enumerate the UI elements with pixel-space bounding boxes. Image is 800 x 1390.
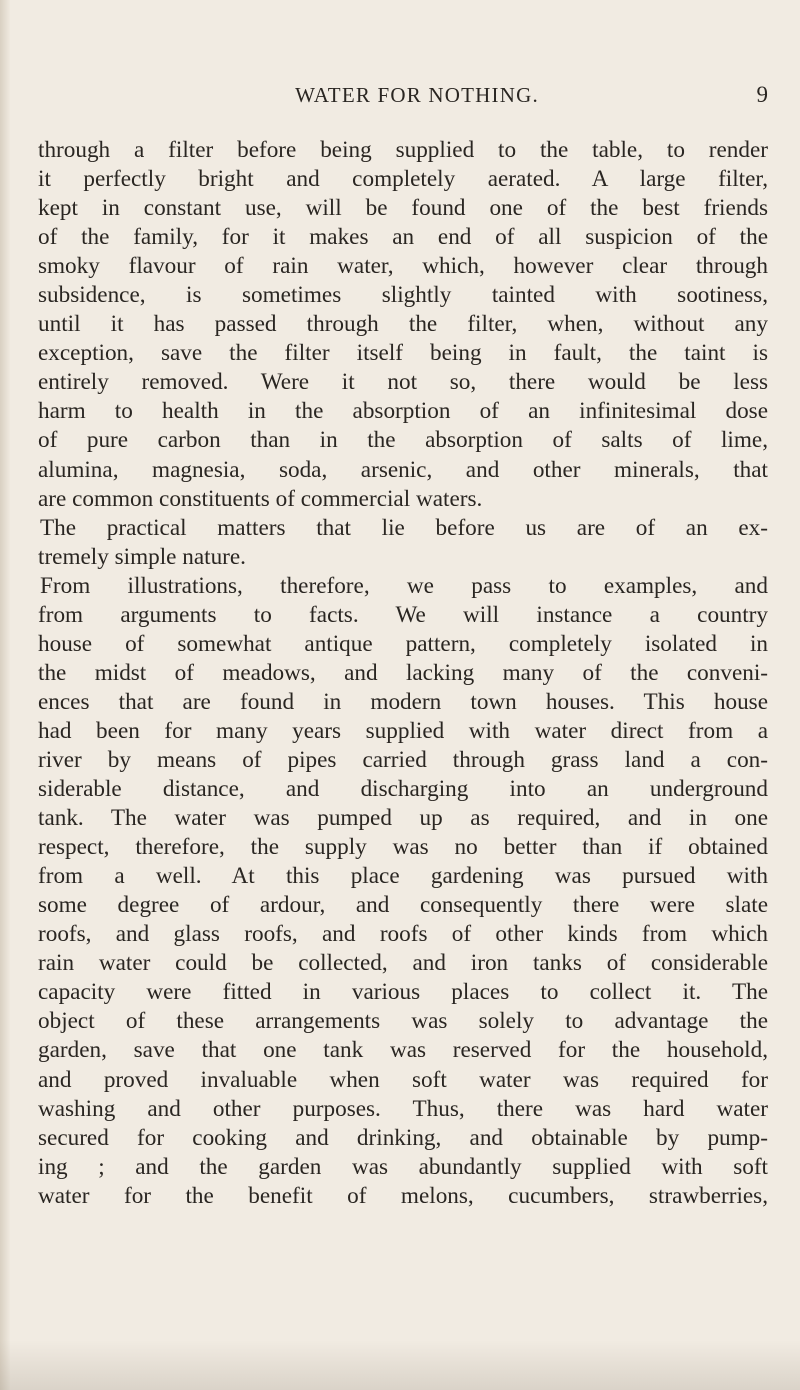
text-line: tank. The water was pumped up as required, and in one — [38, 805, 768, 832]
text-line: of pure carbon than in the absorption of salts of lime, — [38, 427, 768, 454]
page-header — [60, 83, 774, 113]
text-line: through a filter before being supplied to the table, to render — [38, 137, 768, 163]
text-line: respect, therefore, the supply was no better than if obtained — [38, 834, 768, 861]
text-line: river by means of pipes carried through grass land a con- — [38, 746, 768, 773]
text-line: From illustrations, therefore, we pass to examples, and — [40, 572, 768, 599]
text-line: washing and other purposes. Thus, there was hard water — [38, 1095, 768, 1122]
text-line: siderable distance, and discharging into an underground — [38, 776, 768, 803]
page-number: 9 — [756, 82, 768, 107]
text-line: and proved invaluable when soft water was required for — [38, 1066, 768, 1093]
text-line: water for the benefit of melons, cucumbers, strawberries, — [38, 1182, 768, 1209]
text-line: alumina, magnesia, soda, arsenic, and other minerals, that — [38, 456, 768, 483]
text-line: of the family, for it makes an end of all suspicion of the — [38, 224, 768, 251]
text-line: house of somewhat antique pattern, completely isolated in — [38, 630, 768, 657]
page-bottom-shadow — [0, 1340, 800, 1390]
text-line: roofs, and glass roofs, and roofs of other kinds from which — [38, 921, 768, 948]
text-line: kept in constant use, will be found one of the best friends — [38, 195, 768, 222]
text-line: smoky flavour of rain water, which, however clear through — [38, 253, 768, 280]
text-line: secured for cooking and drinking, and obtainable by pump- — [38, 1124, 768, 1151]
text-line: until it has passed through the filter, when, without any — [38, 311, 768, 338]
text-line: subsidence, is sometimes slightly tainted with sootiness, — [38, 282, 768, 309]
text-line: some degree of ardour, and consequently there were slate — [38, 892, 768, 919]
text-line: harm to health in the absorption of an infinitesimal dose — [38, 398, 768, 425]
text-line: ences that are found in modern town houses. This house — [38, 688, 768, 715]
text-line: exception, save the filter itself being in fault, the taint is — [38, 340, 768, 367]
text-line: entirely removed. Were it not so, there would be less — [38, 369, 768, 396]
text-line: The practical matters that lie before us are of an ex- — [40, 514, 768, 541]
text-line: ing ; and the garden was abundantly supplied with soft — [38, 1153, 768, 1180]
text-line: garden, save that one tank was reserved for the household, — [38, 1037, 768, 1064]
text-line: object of these arrangements was solely to advantage the — [38, 1008, 768, 1035]
text-line: rain water could be collected, and iron tanks of considerable — [38, 950, 768, 977]
text-line: the midst of meadows, and lacking many of the conveni- — [38, 659, 768, 686]
text-line: capacity were fitted in various places to collect it. The — [38, 979, 768, 1006]
text-line: tremely simple nature. — [38, 543, 246, 570]
running-head: WATER FOR NOTHING. — [295, 83, 539, 107]
text-line: it perfectly bright and completely aerated. A large filter, — [38, 166, 768, 193]
text-line: had been for many years supplied with water direct from a — [38, 717, 768, 744]
text-line: are common constituents of commercial waters. — [38, 485, 483, 512]
text-line: from arguments to facts. We will instance a country — [38, 601, 768, 628]
text-line: from a well. At this place gardening was pursued with — [38, 863, 768, 890]
body-text — [38, 136, 768, 1211]
page-edge — [0, 0, 10, 1390]
